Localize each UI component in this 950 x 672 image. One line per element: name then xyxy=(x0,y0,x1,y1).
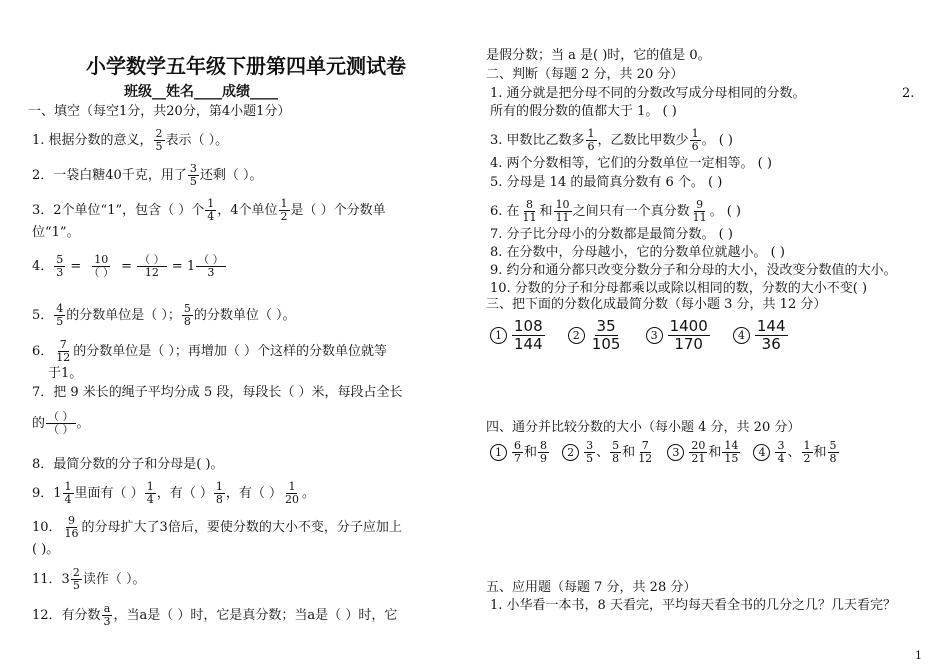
page-subtitle: 班级__姓名____成绩____ xyxy=(124,84,278,100)
judge-2-number: 2. xyxy=(902,86,915,101)
judge-7: 7. 分子比分母小的分数都是最简分数。 ( ) xyxy=(490,227,733,242)
question-12: 12．有分数 $\frac{a}{3}$ ，当a是（ ）时，它是真分数；当a是（ ）时，它 xyxy=(32,602,398,628)
compare-item: 2 $\frac{3}{5}$ 、 $\frac{5}{8}$ 和 $\frac{7}{12}$ xyxy=(562,445,655,460)
simplify-item: 1 $\frac{108}{144}$ xyxy=(490,328,546,343)
section-3-heading: 三、把下面的分数化成最简分数（每小题 3 分，共 12 分） xyxy=(486,297,827,312)
question-10-cont: ( )。 xyxy=(32,542,60,557)
question-10: 10． $\frac{9}{16}$ 的分母扩大了3倍后，要使分数的大小不变，分子应加上 xyxy=(32,514,402,540)
section-1-heading: 一、填空（每空1分，共20分，第4小题1分） xyxy=(28,104,291,119)
section-2-heading: 二、判断（每题 2 分，共 20 分） xyxy=(486,67,684,82)
judge-1: 1. 通分就是把分母不同的分数改写成分母相同的分数。 xyxy=(490,86,806,101)
judge-2: 所有的假分数的值都大于 1。 ( ) xyxy=(490,104,677,119)
judge-6: 6. 在 $\frac{8}{11}$ 和 $\frac{10}{11}$ 之间只有一个真分数 $\frac{9}{11}$ 。 ( ) xyxy=(490,198,741,224)
question-1: 1. 根据分数的意义， $\frac{2}{5}$ 表示（ ）。 xyxy=(32,127,229,153)
question-3-cont: 位“1”。 xyxy=(32,225,80,240)
section-4-heading: 四、通分并比较分数的大小（每小题 4 分，共 20 分） xyxy=(486,420,801,435)
compare-item: 3 $\frac{20}{21}$ 和 $\frac{14}{15}$ xyxy=(667,445,741,460)
question-7: 7．把 9 米长的绳子平均分成 5 段，每段长（ ）米，每段占全长 xyxy=(32,385,403,400)
simplify-row xyxy=(490,318,789,353)
judge-9: 9. 约分和通分都只改变分数分子和分母的大小，没改变分数值的大小。 xyxy=(490,263,897,278)
question-6: 6． $\frac{7}{12}$ 的分数单位是（ ）；再增加（ ）个这样的分数单位就等 xyxy=(32,338,388,364)
question-3: 3．2个单位“1”，包含（ ）个 $\frac{1}{4}$ ，4个单位 $\frac{1}{2}$ 是（ ）个分数单 xyxy=(32,197,386,223)
judge-8: 8. 在分数中，分母越小，它的分数单位就越小。 ( ) xyxy=(490,245,785,260)
simplify-item: 3 $\frac{1400}{170}$ xyxy=(646,328,711,343)
simplify-item: 2 $\frac{35}{105}$ xyxy=(568,328,624,343)
compare-row xyxy=(490,440,840,465)
question-4: 4． $\frac{5}{3}$ = 10 （ ） = （ ） 12 = 1 （ ） 3 xyxy=(32,253,224,279)
question-8: 8．最简分数的分子和分母是( )。 xyxy=(32,457,224,472)
judge-5: 5. 分母是 14 的最简真分数有 6 个。 ( ) xyxy=(490,175,723,190)
compare-item: 1 $\frac{6}{7}$ 和 $\frac{8}{9}$ xyxy=(490,445,550,460)
judge-3: 3. 甲数比乙数多 $\frac{1}{6}$ ，乙数比甲数少 $\frac{1}{6}$ 。 ( ) xyxy=(490,127,733,153)
question-7-cont: 的 （ ） （ ） 。 xyxy=(32,410,90,436)
page-title: 小学数学五年级下册第四单元测试卷 xyxy=(86,54,406,78)
judge-4: 4. 两个分数相等，它们的分数单位一定相等。 ( ) xyxy=(490,156,772,171)
section-5-heading: 五、应用题（每题 7 分，共 28 分） xyxy=(486,580,697,595)
compare-item: 4 $\frac{3}{4}$ 、 $\frac{1}{2}$ 和 $\frac{5}{8}$ xyxy=(753,445,839,460)
page-number: 1 xyxy=(915,649,922,662)
question-12-cont: 是假分数；当 a 是( )时，它的值是 0。 xyxy=(486,48,711,63)
application-1: 1. 小华看一本书，8 天看完，平均每天看全书的几分之几？几天看完？ xyxy=(490,598,896,613)
question-11: 11．3 $\frac{2}{5}$ 读作（ ）。 xyxy=(32,566,146,592)
simplify-item: 4 $\frac{144}{36}$ xyxy=(733,328,789,343)
judge-10: 10. 分数的分子和分母都乘以或除以相同的数，分数的大小不变( ) xyxy=(490,281,868,296)
question-5: 5． $\frac{4}{5}$ 的分数单位是（ ）； $\frac{5}{8}$ 的分数单位（ ）。 xyxy=(32,302,296,328)
question-2: 2．一袋白糖40千克，用了 $\frac{3}{5}$ 还剩（ ）。 xyxy=(32,162,263,188)
question-9: 9．1 $\frac{1}{4}$ 里面有（ ） $\frac{1}{4}$ ，有（ ） $\frac{1}{8}$ ，有（ ） $\frac{1}{20}$ 。 xyxy=(32,480,315,506)
question-6-cont: 于1。 xyxy=(48,366,83,381)
